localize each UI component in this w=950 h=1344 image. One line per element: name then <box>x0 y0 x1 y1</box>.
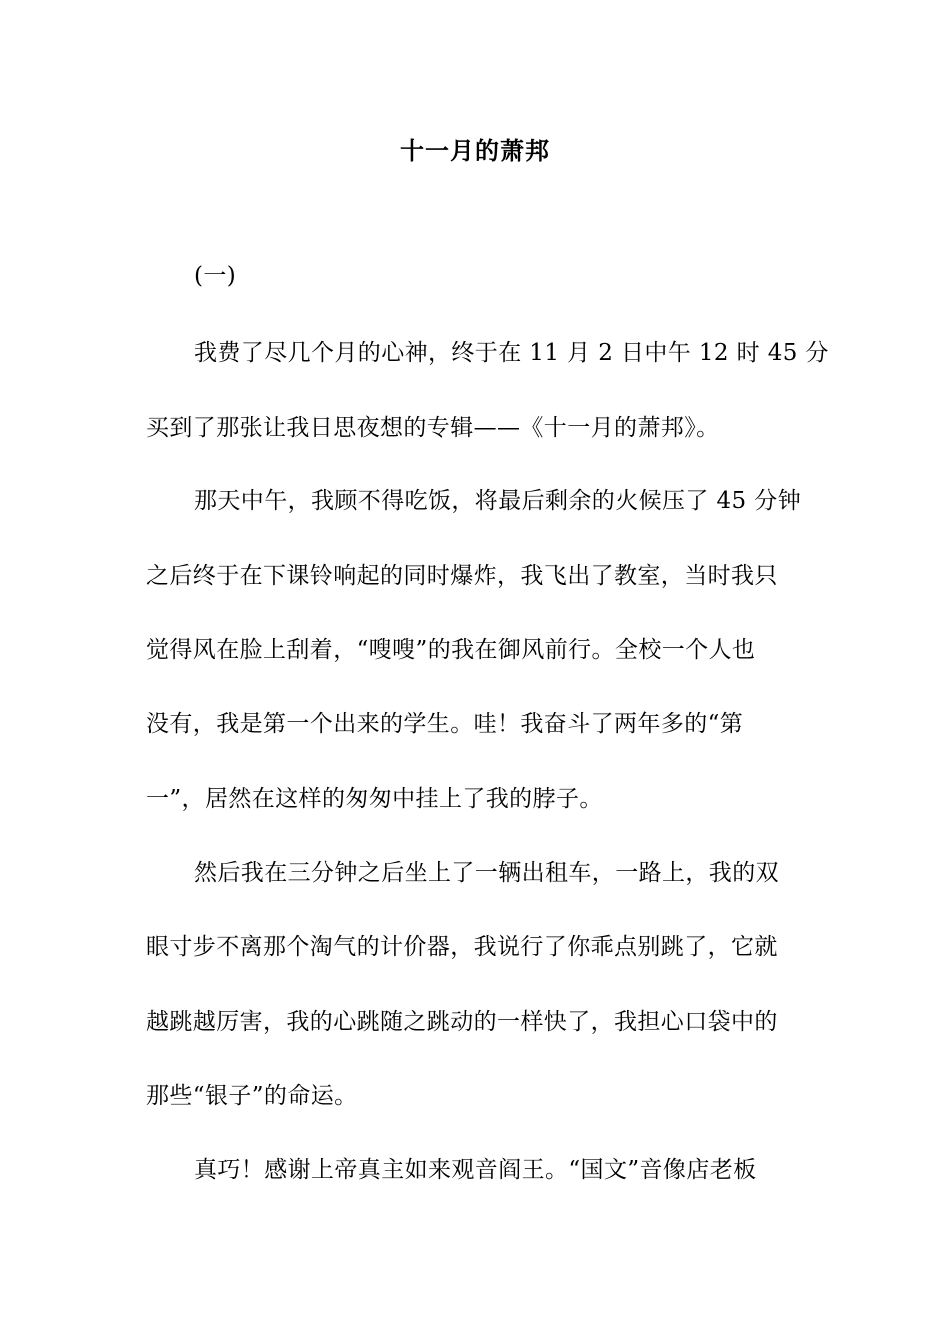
paragraph-line: 越跳越厉害，我的心跳随之跳动的一样快了，我担心口袋中的 <box>146 1009 778 1035</box>
paragraph-line: 一”，居然在这样的匆匆中挂上了我的脖子。 <box>146 786 603 812</box>
paragraph-line: 眼寸步不离那个淘气的计价器，我说行了你乖点别跳了，它就 <box>146 934 778 960</box>
paragraph-line: 那天中午，我顾不得吃饭，将最后剩余的火候压了 45 分钟 <box>194 488 802 514</box>
paragraph-line: 觉得风在脸上刮着，“嗖嗖”的我在御风前行。全校一个人也 <box>146 637 756 663</box>
paragraph-line: 真巧！感谢上帝真主如来观音阎王。“国文”音像店老板 <box>194 1157 757 1183</box>
paragraph-line: 之后终于在下课铃响起的同时爆炸，我飞出了教室，当时我只 <box>146 563 778 589</box>
paragraph-line: 没有，我是第一个出来的学生。哇！我奋斗了两年多的“第 <box>146 711 744 737</box>
paragraph-line: 那些“银子”的命运。 <box>146 1083 358 1109</box>
document-title: 十一月的萧邦 <box>400 136 550 165</box>
paragraph-line: 我费了尽几个月的心神，终于在 11 月 2 日中午 12 时 45 分 <box>194 340 829 366</box>
section-marker: (一) <box>194 263 237 289</box>
paragraph-line: 买到了那张让我日思夜想的专辑——《十一月的萧邦》。 <box>146 415 720 441</box>
paragraph-line: 然后我在三分钟之后坐上了一辆出租车，一路上，我的双 <box>194 860 779 886</box>
